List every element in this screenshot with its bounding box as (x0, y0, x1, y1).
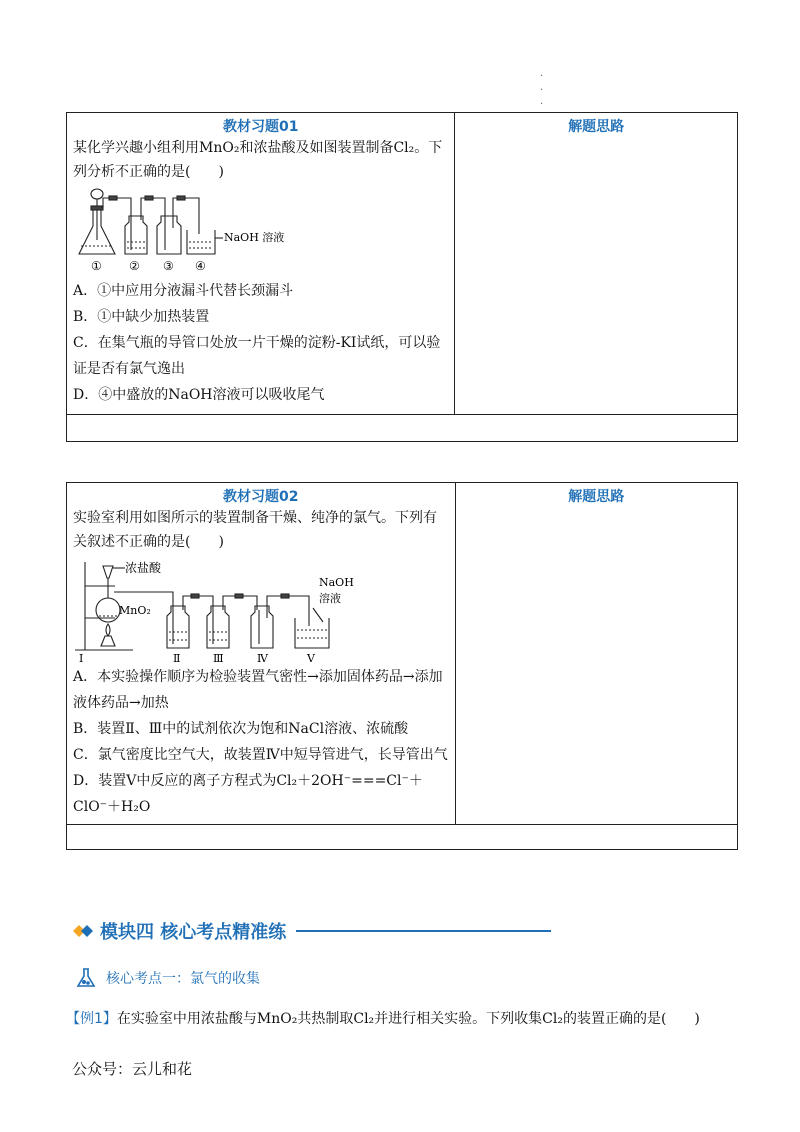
module-title: 模块四 核心考点精准练 (100, 922, 287, 943)
exercise-2-option-c: C．氯气密度比空气大，故装置Ⅳ中短导管进气，长导管出气 (73, 747, 448, 763)
exercise-2-question-cell (67, 483, 456, 825)
fig1-label-4: ④ (195, 259, 206, 273)
keypoint-header (74, 966, 260, 990)
apparatus-2-diagram (73, 556, 373, 664)
exercise-2-figure (67, 554, 455, 664)
naoh-label-1: NaOH 溶液 (224, 231, 285, 244)
keypoint-title: 核心考点一：氯气的收集 (106, 971, 260, 987)
footer-text: 公众号：云儿和花 (72, 1060, 193, 1078)
mno2-label: MnO₂ (119, 604, 151, 617)
exercise-1-option-b: B．①中缺少加热装置 (73, 309, 210, 325)
exercise-2-option-d: D．装置Ⅴ中反应的离子方程式为Cl₂＋2OH⁻===Cl⁻＋ClO⁻＋H₂O (73, 773, 423, 815)
fig1-label-2: ② (129, 259, 140, 273)
exercise-1-answer-row (67, 415, 738, 442)
acid-label: 浓盐酸 (125, 561, 162, 575)
fig2-label-5: Ⅴ (307, 652, 315, 664)
fig2-label-4: Ⅳ (257, 652, 268, 664)
decorative-dots: · · · (540, 71, 544, 110)
exercise-1-hint-title: 解题思路 (568, 119, 625, 135)
exercise-1-option-d: D．④中盛放的NaOH溶液可以吸收尾气 (73, 387, 325, 403)
fig2-label-1: Ⅰ (79, 652, 84, 664)
exercise-2-title: 教材习题02 (223, 489, 299, 505)
exercise-1-table (66, 112, 738, 442)
exercise-1-option-c: C．在集气瓶的导管口处放一片干燥的淀粉-KI试纸，可以验证是否有氯气逸出 (73, 335, 441, 377)
exercise-2-question: 实验室利用如图所示的装置制备干燥、纯净的氯气。下列有关叙述不正确的是( ) (73, 510, 437, 550)
exercise-2-hint-title: 解题思路 (568, 489, 625, 505)
fig1-label-3: ③ (163, 259, 174, 273)
exercise-2-answer-row (67, 825, 738, 850)
module-divider (296, 930, 551, 932)
module-header (72, 918, 551, 944)
fig1-label-1: ① (91, 259, 102, 273)
exercise-1-figure (67, 184, 454, 278)
fig2-label-2: Ⅱ (173, 652, 181, 664)
example-1 (66, 1008, 700, 1028)
example-1-text: 在实验室中用浓盐酸与MnO₂共热制取Cl₂并进行相关实验。下列收集Cl₂的装置正确的是( ) (116, 1011, 700, 1027)
exercise-1-question-cell (67, 113, 455, 415)
apparatus-1-diagram (73, 186, 333, 278)
exercise-2-option-b: B．装置Ⅱ、Ⅲ中的试剂依次为饱和NaCl溶液、浓硫酸 (73, 721, 409, 737)
exercise-1-hint-cell (455, 113, 738, 415)
exercise-1-option-a: A．①中应用分液漏斗代替长颈漏斗 (73, 283, 294, 299)
exercise-2-table (66, 482, 738, 850)
exercise-1-question: 某化学兴趣小组利用MnO₂和浓盐酸及如图装置制备Cl₂。下列分析不正确的是( ) (73, 140, 443, 180)
flask-icon (74, 966, 98, 990)
fig2-label-3: Ⅲ (213, 652, 224, 664)
double-diamond-icon (72, 924, 94, 938)
naoh-label-2a: NaOH (319, 576, 354, 589)
naoh-label-2b: 溶液 (319, 592, 341, 605)
exercise-2-hint-cell (455, 483, 737, 825)
exercise-2-option-a: A．本实验操作顺序为检验装置气密性→添加固体药品→添加液体药品→加热 (73, 669, 443, 711)
exercise-1-title: 教材习题01 (222, 119, 299, 135)
example-1-tag: 【例1】 (66, 1011, 117, 1027)
